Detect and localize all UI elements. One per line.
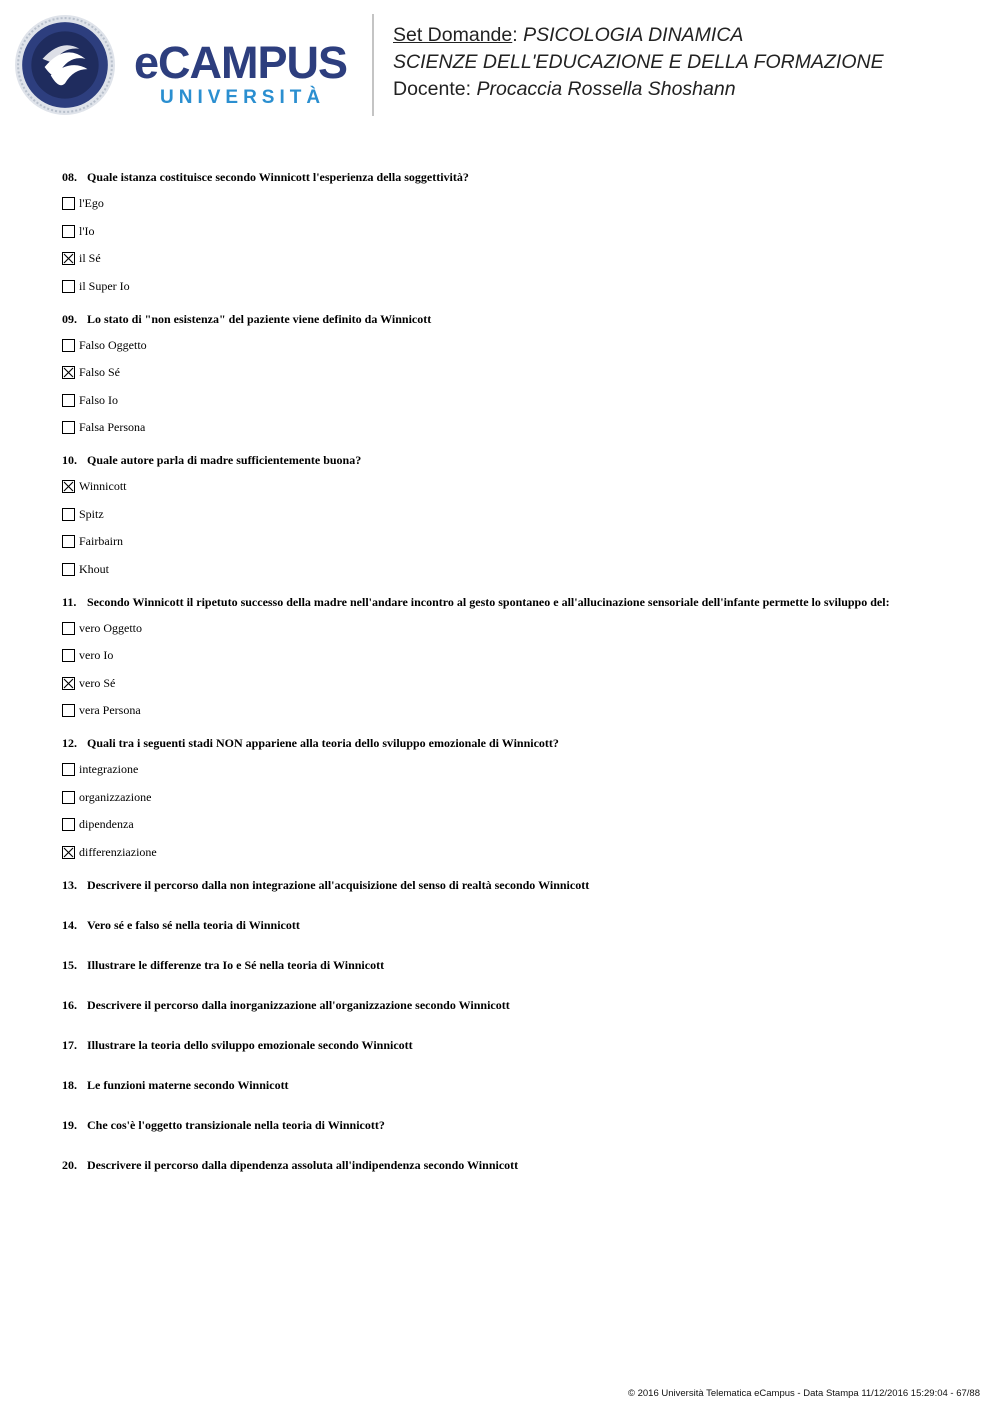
question-item: [62, 1156, 962, 1174]
answer-options: [62, 194, 962, 296]
checkbox[interactable]: [62, 563, 75, 576]
answer-option[interactable]: [62, 418, 962, 437]
option-label: vera Persona: [79, 703, 141, 717]
question-text: Quale autore parla di madre sufficientemente buona?: [87, 453, 362, 467]
question-text: Descrivere il percorso dalla inorganizzazione all'organizzazione secondo Winnicott: [87, 997, 510, 1012]
answer-options: [62, 477, 962, 579]
logo-sub-text: UNIVERSITÀ: [160, 87, 326, 108]
checked-checkbox[interactable]: [62, 677, 75, 690]
option-label: Winnicott: [79, 479, 127, 493]
answer-option[interactable]: [62, 505, 962, 524]
question-title: [62, 876, 962, 894]
option-label: vero Oggetto: [79, 620, 142, 635]
option-label: differenziazione: [79, 844, 157, 859]
question-title: [62, 168, 962, 186]
option-label: Khout: [79, 561, 109, 576]
question-number: 09.: [62, 311, 77, 326]
answer-option[interactable]: [62, 277, 962, 296]
question-text: Quali tra i seguenti stadi NON appariene alla teoria dello sviluppo emozionale di Winnicott?: [87, 736, 559, 750]
checkbox[interactable]: [62, 421, 75, 434]
question-text: Vero sé e falso sé nella teoria di Winnicott: [87, 917, 300, 932]
checkbox[interactable]: [62, 649, 75, 662]
question-item: [62, 1076, 962, 1094]
checked-checkbox[interactable]: [62, 846, 75, 859]
question-number: 16.: [62, 997, 77, 1012]
question-item: [62, 996, 962, 1014]
option-label: Falso Io: [79, 392, 118, 407]
question-text: Secondo Winnicott il ripetuto successo della madre nell'andare incontro al gesto spontaneo e all'allucinazione sensoriale dell'infante permette lo sviluppo del:: [87, 594, 890, 609]
question-text: Che cos'è l'oggetto transizionale nella teoria di Winnicott?: [87, 1117, 385, 1132]
x-mark-icon: [63, 847, 74, 858]
question-text: Descrivere il percorso dalla dipendenza assoluta all'indipendenza secondo Winnicott: [87, 1157, 519, 1172]
question-text: Descrivere il percorso dalla non integrazione all'acquisizione del senso di realtà secondo Winnicott: [87, 877, 590, 892]
header-teacher-line: [393, 76, 884, 103]
answer-option[interactable]: [62, 363, 962, 382]
question-number: 19.: [62, 1117, 77, 1132]
question-title: [62, 1156, 962, 1174]
header-subject-line: [393, 22, 884, 49]
question-item: [62, 1036, 962, 1054]
checkbox[interactable]: [62, 791, 75, 804]
answer-options: [62, 760, 962, 862]
teacher-separator: :: [465, 78, 477, 100]
option-label: il Super Io: [79, 278, 130, 293]
question-title: [62, 996, 962, 1014]
option-label: Fairbairn: [79, 534, 123, 548]
option-label: Spitz: [79, 506, 104, 521]
question-number: 10.: [62, 453, 77, 467]
set-label: Set Domande: [393, 24, 513, 46]
option-label: l'Ego: [79, 196, 104, 210]
question-item: [62, 916, 962, 934]
question-number: 20.: [62, 1157, 77, 1172]
question-item: [62, 451, 962, 579]
question-text: Quale istanza costituisce secondo Winnicott l'esperienza della soggettività?: [87, 170, 469, 184]
set-separator: :: [512, 24, 524, 46]
checkbox[interactable]: [62, 622, 75, 635]
header-info: [393, 22, 884, 103]
question-item: [62, 876, 962, 894]
x-mark-icon: [63, 367, 74, 378]
checked-checkbox[interactable]: [62, 252, 75, 265]
question-title: [62, 593, 962, 611]
teacher-label: Docente: [393, 78, 466, 100]
teacher-name: Procaccia Rossella Shoshann: [476, 78, 736, 100]
page-header: [0, 0, 1000, 130]
ecampus-wordmark: [134, 37, 348, 109]
option-label: Falso Oggetto: [79, 337, 147, 352]
subject-name: PSICOLOGIA DINAMICA: [523, 24, 744, 46]
answer-option[interactable]: [62, 532, 962, 551]
question-item: [62, 1116, 962, 1134]
question-text: Le funzioni materne secondo Winnicott: [87, 1077, 289, 1092]
question-number: 15.: [62, 957, 77, 972]
answer-option[interactable]: [62, 788, 962, 807]
checkbox[interactable]: [62, 197, 75, 210]
checkbox[interactable]: [62, 763, 75, 776]
question-text: Illustrare la teoria dello sviluppo emozionale secondo Winnicott: [87, 1037, 413, 1052]
question-item: [62, 956, 962, 974]
answer-option[interactable]: [62, 674, 962, 693]
answer-option[interactable]: [62, 843, 962, 862]
question-title: [62, 956, 962, 974]
question-title: [62, 916, 962, 934]
x-mark-icon: [63, 481, 74, 492]
question-item: [62, 734, 962, 862]
ecampus-seal-logo: [14, 14, 116, 116]
question-title: [62, 1116, 962, 1134]
question-item: [62, 168, 962, 296]
question-number: 17.: [62, 1037, 77, 1052]
answer-option[interactable]: [62, 619, 962, 638]
checkbox[interactable]: [62, 225, 75, 238]
option-label: vero Io: [79, 648, 114, 662]
answer-option[interactable]: [62, 760, 962, 779]
question-item: [62, 593, 962, 721]
option-label: il Sé: [79, 251, 101, 265]
question-title: [62, 310, 962, 328]
checkbox[interactable]: [62, 339, 75, 352]
question-item: [62, 310, 962, 438]
answer-option[interactable]: [62, 560, 962, 579]
question-number: 12.: [62, 736, 77, 750]
question-title: [62, 1076, 962, 1094]
checked-checkbox[interactable]: [62, 366, 75, 379]
checkbox[interactable]: [62, 280, 75, 293]
checkbox[interactable]: [62, 704, 75, 717]
question-text: Lo stato di "non esistenza" del paziente viene definito da Winnicott: [87, 311, 432, 326]
answer-options: [62, 336, 962, 438]
question-list: [62, 168, 962, 1196]
checked-checkbox[interactable]: [62, 480, 75, 493]
question-title: [62, 1036, 962, 1054]
question-number: 13.: [62, 877, 77, 892]
question-title: [62, 451, 962, 469]
checkbox[interactable]: [62, 818, 75, 831]
header-divider: [372, 14, 374, 116]
answer-option[interactable]: [62, 194, 962, 213]
checkbox[interactable]: [62, 508, 75, 521]
answer-option[interactable]: [62, 336, 962, 355]
question-number: 11.: [62, 594, 77, 609]
option-label: Falso Sé: [79, 365, 121, 379]
checkbox[interactable]: [62, 535, 75, 548]
x-mark-icon: [63, 678, 74, 689]
option-label: dipendenza: [79, 817, 134, 831]
option-label: l'Io: [79, 223, 95, 238]
header-course-line: [393, 49, 884, 76]
option-label: integrazione: [79, 762, 139, 776]
logo-main-text: eCAMPUS: [134, 37, 348, 88]
answer-option[interactable]: [62, 646, 962, 665]
option-label: organizzazione: [79, 789, 152, 804]
answer-option[interactable]: [62, 391, 962, 410]
option-label: Falsa Persona: [79, 420, 146, 434]
course-name: SCIENZE DELL'EDUCAZIONE E DELLA FORMAZIONE: [393, 51, 884, 73]
answer-option[interactable]: [62, 701, 962, 720]
answer-option[interactable]: [62, 249, 962, 268]
question-title: [62, 734, 962, 752]
answer-option[interactable]: [62, 815, 962, 834]
option-label: vero Sé: [79, 675, 116, 690]
x-mark-icon: [63, 253, 74, 264]
question-number: 08.: [62, 170, 77, 184]
question-number: 14.: [62, 917, 77, 932]
answer-option[interactable]: [62, 477, 962, 496]
answer-options: [62, 619, 962, 721]
checkbox[interactable]: [62, 394, 75, 407]
question-number: 18.: [62, 1077, 77, 1092]
answer-option[interactable]: [62, 222, 962, 241]
question-text: Illustrare le differenze tra Io e Sé nella teoria di Winnicott: [87, 957, 385, 972]
page-footer: © 2016 Università Telematica eCampus - Data Stampa 11/12/2016 15:29:04 - 67/88: [627, 1388, 980, 1399]
